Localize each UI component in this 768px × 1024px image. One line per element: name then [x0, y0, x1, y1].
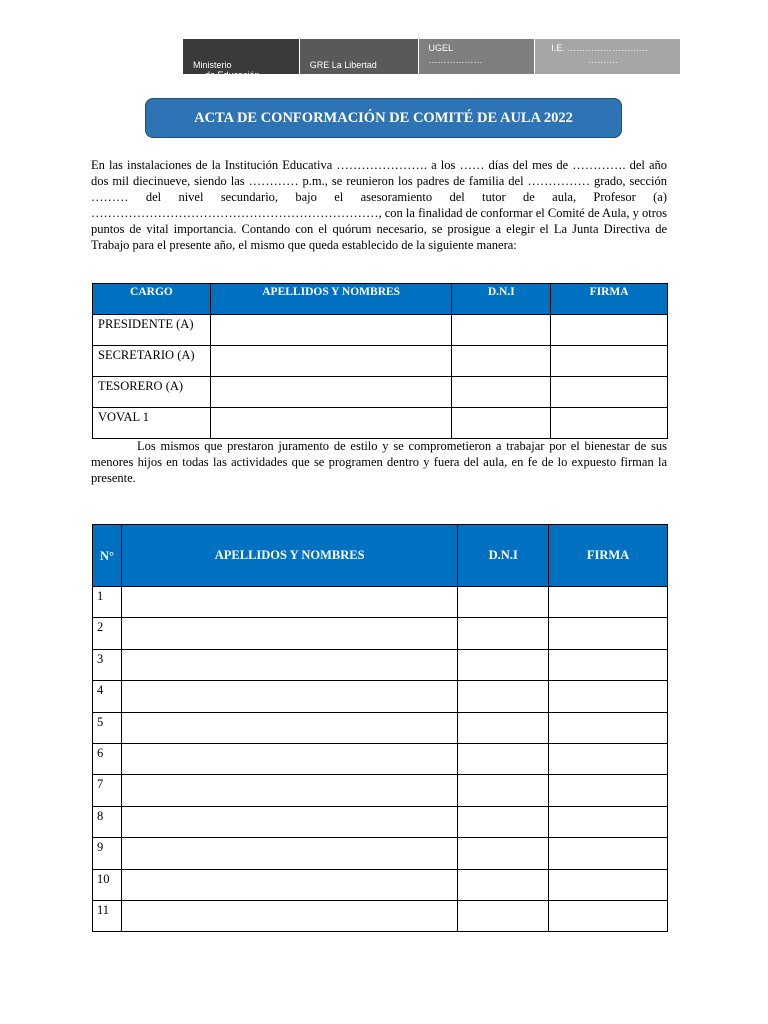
firma-cell[interactable] — [549, 618, 668, 649]
nombres-cell[interactable] — [210, 408, 452, 439]
nombres-cell[interactable] — [121, 618, 457, 649]
gre-label: GRE La Libertad — [309, 60, 377, 70]
closing-paragraph: Los mismos que prestaron juramento de estilo y se comprometieron a trabajar por el bienestar de sus menores hijos en todas las actividades que se programen dentro y fuera del aula, en fe de lo expuesto firman la presente. — [91, 439, 667, 485]
cargo-cell: TESORERO (A) — [93, 377, 211, 408]
dni-cell[interactable] — [458, 681, 549, 712]
table-row — [93, 618, 668, 649]
dni-cell[interactable] — [458, 587, 549, 618]
firma-cell[interactable] — [549, 900, 668, 931]
nombres-cell[interactable] — [121, 587, 457, 618]
dni-cell[interactable] — [452, 377, 551, 408]
nombres-cell[interactable] — [121, 649, 457, 680]
nombres-cell[interactable] — [121, 900, 457, 931]
dni-cell[interactable] — [458, 649, 549, 680]
ie-label: I.E. ……………………… — [551, 43, 649, 53]
number-cell: 3 — [93, 649, 122, 680]
dni-cell[interactable] — [458, 775, 549, 806]
firma-cell[interactable] — [551, 408, 668, 439]
dni-cell[interactable] — [458, 618, 549, 649]
firma-cell[interactable] — [549, 775, 668, 806]
attendance-header-number: N° — [93, 525, 122, 587]
attendance-header-row — [93, 525, 668, 587]
table-row — [93, 806, 668, 837]
header-gre — [300, 39, 418, 74]
firma-cell[interactable] — [549, 649, 668, 680]
firma-cell[interactable] — [551, 346, 668, 377]
committee-header-dni: D.N.I — [452, 284, 551, 315]
intro-paragraph: En las instalaciones de la Institución Educativa …………………. a los …… días del mes de …………. del año dos mil diecinueve, siendo las ………… p.m., se reunieron los padres de familia del …………… grado, sección ……… del nivel secundario, bajo el asesoramiento del tutor de aula, Profesor (a) ……………………………………………………………, con la finalidad de conformar el Comité de Aula, y otros puntos de vital importancia. Contando con el quórum necesario, se prosigue a elegir el La Junta Directiva de Trabajo para el presente año, el mismo que queda establecido de la siguiente manera: — [91, 158, 667, 252]
document-title: ACTA DE CONFORMACIÓN DE COMITÉ DE AULA 2022 — [145, 98, 622, 138]
attendance-table — [92, 524, 668, 932]
firma-cell[interactable] — [549, 869, 668, 900]
dni-cell[interactable] — [452, 408, 551, 439]
committee-table — [92, 283, 668, 439]
dni-cell[interactable] — [458, 743, 549, 774]
firma-cell[interactable] — [549, 838, 668, 869]
number-cell: 7 — [93, 775, 122, 806]
nombres-cell[interactable] — [210, 315, 452, 346]
ministerio-line2: de Educación — [205, 70, 260, 80]
firma-cell[interactable] — [551, 315, 668, 346]
table-row — [93, 869, 668, 900]
firma-cell[interactable] — [549, 743, 668, 774]
dni-cell[interactable] — [458, 806, 549, 837]
dni-cell[interactable] — [458, 869, 549, 900]
table-row — [93, 900, 668, 931]
table-row — [93, 377, 668, 408]
committee-header-nombres: APELLIDOS Y NOMBRES — [210, 284, 452, 315]
nombres-cell[interactable] — [121, 712, 457, 743]
number-cell: 5 — [93, 712, 122, 743]
nombres-cell[interactable] — [121, 869, 457, 900]
header-ministerio — [183, 39, 299, 80]
cargo-cell: SECRETARIO (A) — [93, 346, 211, 377]
table-row — [93, 681, 668, 712]
number-cell: 9 — [93, 838, 122, 869]
header-ie — [535, 39, 680, 74]
committee-header-cargo: CARGO — [93, 284, 211, 315]
firma-cell[interactable] — [551, 377, 668, 408]
nombres-cell[interactable] — [121, 775, 457, 806]
nombres-cell[interactable] — [121, 681, 457, 712]
number-cell: 4 — [93, 681, 122, 712]
attendance-header-nombres: APELLIDOS Y NOMBRES — [121, 525, 457, 587]
number-cell: 8 — [93, 806, 122, 837]
table-row — [93, 346, 668, 377]
firma-cell[interactable] — [549, 806, 668, 837]
committee-header-row — [93, 284, 668, 315]
ie-dots: ………. — [588, 55, 618, 65]
header-bar — [183, 39, 680, 80]
dni-cell[interactable] — [458, 900, 549, 931]
number-cell: 1 — [93, 587, 122, 618]
header-ugel — [419, 39, 535, 74]
table-row — [93, 315, 668, 346]
nombres-cell[interactable] — [210, 346, 452, 377]
dni-cell[interactable] — [458, 838, 549, 869]
table-row — [93, 712, 668, 743]
dni-cell[interactable] — [452, 315, 551, 346]
cargo-cell: VOVAL 1 — [93, 408, 211, 439]
nombres-cell[interactable] — [121, 806, 457, 837]
number-cell: 2 — [93, 618, 122, 649]
dni-cell[interactable] — [458, 712, 549, 743]
number-cell: 10 — [93, 869, 122, 900]
table-row — [93, 587, 668, 618]
table-row — [93, 408, 668, 439]
nombres-cell[interactable] — [121, 743, 457, 774]
table-row — [93, 775, 668, 806]
table-row — [93, 838, 668, 869]
firma-cell[interactable] — [549, 681, 668, 712]
number-cell: 6 — [93, 743, 122, 774]
committee-header-firma: FIRMA — [551, 284, 668, 315]
nombres-cell[interactable] — [210, 377, 452, 408]
number-cell: 11 — [93, 900, 122, 931]
attendance-header-firma: FIRMA — [549, 525, 668, 587]
ugel-label: UGEL — [428, 43, 454, 53]
firma-cell[interactable] — [549, 712, 668, 743]
dni-cell[interactable] — [452, 346, 551, 377]
table-row — [93, 743, 668, 774]
firma-cell[interactable] — [549, 587, 668, 618]
nombres-cell[interactable] — [121, 838, 457, 869]
ugel-dots: ……………… — [428, 55, 483, 65]
table-row — [93, 649, 668, 680]
attendance-header-dni: D.N.I — [458, 525, 549, 587]
cargo-cell: PRESIDENTE (A) — [93, 315, 211, 346]
ministerio-line1: Ministerio — [193, 60, 232, 70]
